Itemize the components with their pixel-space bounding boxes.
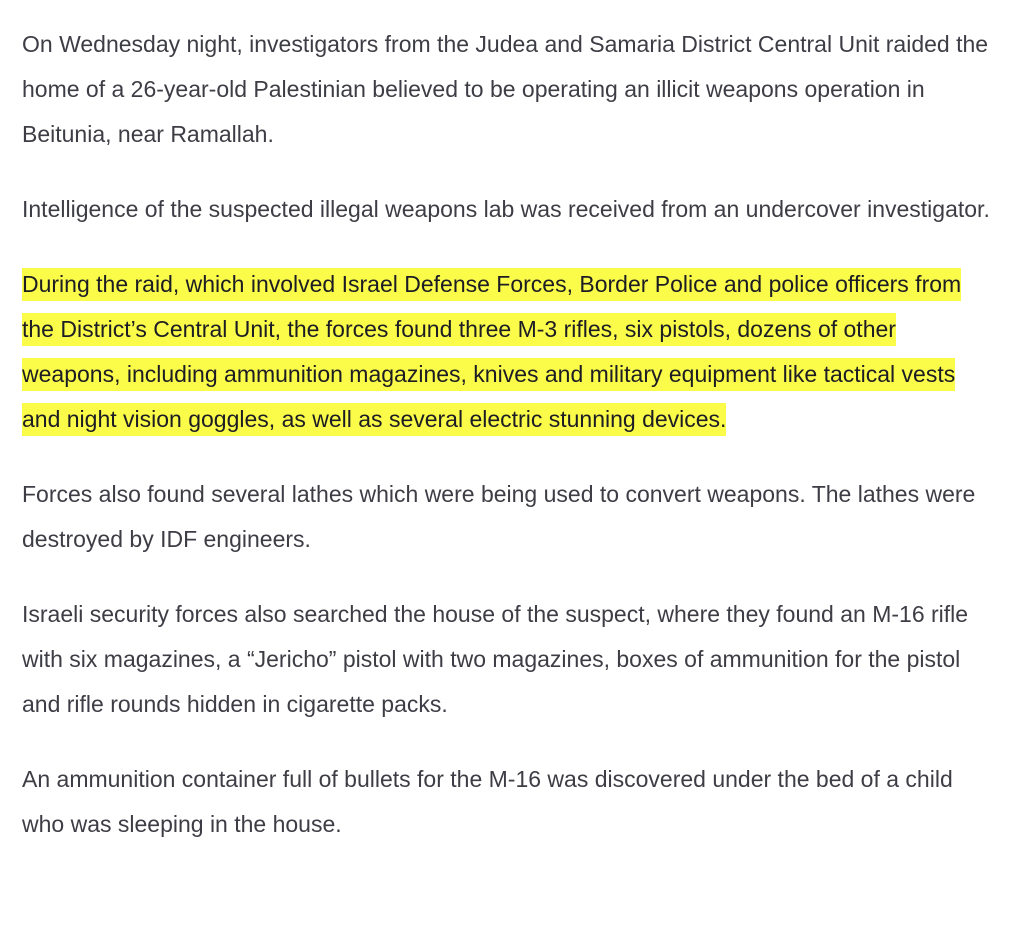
paragraph-lathes: Forces also found several lathes which were being used to convert weapons. The lathes were destroyed by IDF engineers. (22, 481, 976, 552)
paragraph-intelligence-source: Intelligence of the suspected illegal weapons lab was received from an undercover investigator. (22, 196, 990, 222)
article-body (22, 22, 997, 877)
paragraph-highlighted-findings (22, 262, 997, 442)
paragraph-ammunition-container: An ammunition container full of bullets for the M-16 was discovered under the bed of a child who was sleeping in the house. (22, 766, 953, 837)
paragraph-house-search: Israeli security forces also searched the house of the suspect, where they found an M-16 rifle with six magazines, a “Jericho” pistol with two magazines, boxes of ammunition for the pistol and rifle rounds hidden in cigarette packs. (22, 601, 969, 717)
paragraph-raid-intro: On Wednesday night, investigators from the Judea and Samaria District Central Unit raided the home of a 26-year-old Palestinian believed to be operating an illicit weapons operation in Beitunia, near Ramallah. (22, 31, 989, 147)
highlighted-text: During the raid, which involved Israel Defense Forces, Border Police and police officers from the District’s Central Unit, the forces found three M-3 rifles, six pistols, dozens of other weapons, including ammunition magazines, knives and military equipment like tactical vests and night vision goggles, as well as several electric stunning devices. (22, 268, 961, 436)
